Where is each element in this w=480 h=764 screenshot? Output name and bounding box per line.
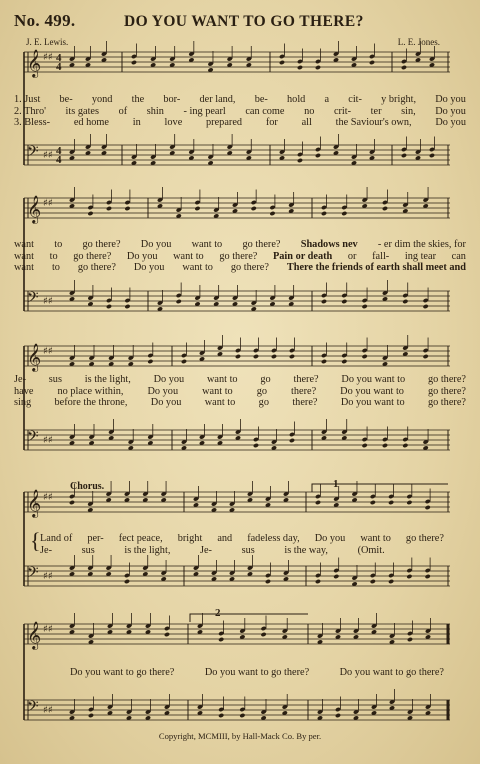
lyric-syllable: Do you [140,239,172,250]
notehead-icon [333,574,339,579]
lyric-syllable: 3. Bless- [14,117,51,129]
lyric-syllable: Do you [126,250,158,262]
lyric-syllable: There the friends of earth shall meet and [286,262,466,274]
notehead-icon [289,438,295,443]
notehead-icon [124,304,130,309]
lyric-syllable: before the throne, [54,397,128,409]
lyric-syllable: Shadows nev [300,239,358,250]
lyric-syllable: all [301,117,312,129]
lyric-syllable: Je- [199,544,212,556]
lyric-syllable: love [164,117,183,129]
notehead-icon [271,354,277,359]
notehead-icon [124,579,130,584]
notehead-icon [321,359,327,364]
notehead-icon [253,443,259,448]
lyric-syllable: there? [293,374,319,385]
lyric-syllable: ed home [73,117,109,129]
chorus-label: Chorus. [70,481,105,492]
lyric-syllable: want to [202,385,233,397]
lyric-syllable: its gates [65,105,100,117]
lyric-syllable: go there? [405,533,444,544]
lyric-syllable: Do you want to go there? [204,667,310,678]
key-signature-icon: ♯♯ [43,52,53,63]
lyric-syllable: be- [254,94,268,105]
bass-clef-icon: 𝄢 [27,564,39,585]
lyric-syllable: cit- [348,94,362,105]
notehead-icon [335,713,341,718]
notehead-icon [321,211,327,216]
lyric-syllable: have [14,385,34,397]
notehead-icon [362,354,368,359]
notehead-icon [239,713,245,718]
lyric-syllable: Land of [40,533,73,544]
lyric-syllable: ter [370,105,382,117]
notehead-icon [402,299,408,304]
lyric-brace: { [30,528,41,553]
refrain-line [70,667,444,679]
key-signature-icon: ♯♯ [43,198,53,209]
lyric-syllable: hold [287,94,306,105]
lyric-line-verse-1 [14,94,466,106]
lyric-syllable: Do you [435,117,466,129]
lyric-syllable: Do you [147,385,179,397]
lyric-syllable: go there? [242,239,281,250]
key-signature-icon: ♯♯ [43,492,53,503]
notehead-icon [88,713,94,718]
lyric-line-verse-3 [14,262,466,274]
lyric-line-verse-1 [14,374,466,386]
time-signature-icon: 4 [56,154,62,166]
notehead-icon [218,713,224,718]
lyric-syllable: Do you [435,105,466,117]
lyric-syllable: Pain or death [272,250,333,262]
verse-lyrics-system-2 [14,239,466,274]
lyric-syllable: is the light, [124,544,171,556]
lyric-syllable: in [132,117,141,129]
notehead-icon [251,206,257,211]
lyric-syllable: go there? [427,397,466,409]
lyric-syllable: - er dim the skies, for [377,239,466,250]
notehead-icon [382,443,388,448]
lyric-syllable: shin [146,105,164,117]
lyric-line-verse-3 [14,117,466,129]
lyric-syllable: Je- [14,374,27,385]
second-ending-bracket [190,614,308,622]
lyric-syllable: bor- [163,94,181,105]
notehead-icon [147,359,153,364]
lyric-syllable: Do you [314,533,346,544]
notehead-icon [87,211,93,216]
notehead-icon [388,500,394,505]
notehead-icon [69,500,75,505]
lyric-syllable: of [118,105,128,117]
lyric-syllable: want to [204,397,236,409]
lyric-syllable: (Omit. [357,544,385,556]
verse-lyrics-system-3 [14,374,466,409]
lyric-syllable: sin, [401,105,416,117]
lyric-syllable: Do you [133,262,165,274]
chorus-lyrics [40,533,444,556]
notehead-icon [401,65,407,70]
lyric-line-verse-2 [14,251,466,263]
bass-clef-icon: 𝄢 [27,698,39,719]
lyric-syllable: want to [206,374,238,385]
notehead-icon [265,579,271,584]
lyric-syllable: want [14,262,35,274]
lyric-syllable: for [265,117,278,129]
lyric-syllable: is the light, [84,374,131,385]
notehead-icon [401,153,407,158]
lyric-syllable: go there? [427,385,466,397]
notehead-icon [315,500,321,505]
notehead-icon [124,206,130,211]
notehead-icon [341,299,347,304]
lyric-syllable: Do you [150,397,182,409]
notehead-icon [425,505,431,510]
lyric-syllable: no [304,105,315,117]
lyric-syllable: 2. Thro' [14,105,46,117]
lyric-syllable: fall- [372,250,390,262]
lyric-syllable: go there? [82,239,121,250]
notehead-icon [321,299,327,304]
refrain-lyrics [70,667,444,679]
notehead-icon [341,359,347,364]
lyric-syllable: go [258,397,269,409]
lyric-syllable: sus [81,544,95,556]
hymn-title: DO YOU WANT TO GO THERE? [124,13,364,30]
time-signature-icon: 4 [56,145,62,157]
lyric-syllable: yond [91,94,113,105]
lyric-syllable: and [217,533,233,544]
lyric-syllable: Do you want to go there? [339,667,444,678]
key-signature-icon: ♯♯ [43,624,53,635]
lyric-syllable: no place within, [57,385,124,397]
lyricist-credit: J. E. Lewis. [26,37,69,47]
key-signature-icon: ♯♯ [43,150,53,161]
lyric-syllable: want to [173,250,204,262]
lyric-syllable: prepared [206,117,243,129]
lyric-syllable: there? [292,397,318,409]
lyric-syllable: or [347,250,357,262]
lyric-syllable: go [256,385,268,397]
lyric-syllable: the [131,94,145,105]
lyric-syllable: y bright, [381,94,417,105]
key-signature-icon: ♯♯ [43,705,53,716]
lyric-syllable: Do you want to go there? [70,667,175,678]
notehead-icon [297,65,303,70]
lyric-syllable: go there? [77,262,116,274]
time-signature-icon: 4 [56,61,62,73]
lyric-syllable: sus [241,544,255,556]
lyric-syllable: want [14,250,35,262]
lyric-syllable: Je- [40,544,53,556]
lyric-syllable: fect peace, [118,533,163,544]
notehead-icon [253,354,259,359]
hymn-number: No. 499. [14,11,76,30]
lyric-syllable: go [260,374,271,385]
notehead-icon [261,632,267,637]
lyric-line-verse-1 [14,239,466,251]
notehead-icon [362,443,368,448]
lyric-line-verse-2 [14,386,466,398]
lyric-syllable: Do you want to [340,385,404,397]
lyric-syllable: a [324,94,330,105]
lyric-syllable: fadeless day, [247,533,300,544]
treble-clef-icon: 𝄞 [27,489,42,517]
notehead-icon [164,632,170,637]
key-signature-icon: ♯♯ [43,571,53,582]
lyric-syllable: to [49,250,58,262]
lyric-syllable: want to [360,533,391,544]
notehead-icon [269,211,275,216]
notehead-icon [388,579,394,584]
copyright-notice: Copyright, MCMIII, by Hall-Mack Co. By per. [158,731,322,741]
bass-clef-icon: 𝄢 [27,143,39,164]
notehead-icon [235,354,241,359]
notehead-icon [218,637,224,642]
lyric-syllable: want to [191,239,223,250]
notehead-icon [406,574,412,579]
key-signature-icon: ♯♯ [43,296,53,307]
notehead-icon [406,500,412,505]
lyric-syllable: crit- [333,105,352,117]
chorus-line-1 [40,533,444,545]
lyric-syllable: want to [182,262,213,274]
key-signature-icon: ♯♯ [43,346,53,357]
notehead-icon [289,354,295,359]
notehead-icon [279,60,285,65]
notehead-icon [423,354,429,359]
lyric-syllable: Do you want to [341,374,406,385]
notehead-icon [176,299,182,304]
treble-clef-icon: 𝄞 [27,621,42,649]
lyric-syllable: Do you [153,374,185,385]
lyric-syllable: ing tear [404,250,437,262]
notehead-icon [425,574,431,579]
lyric-syllable: be- [59,94,73,105]
lyric-syllable: go there? [230,262,269,274]
notehead-icon [341,211,347,216]
lyric-syllable: sus [48,374,62,385]
notehead-icon [181,359,187,364]
lyric-syllable: go there? [219,250,258,262]
notehead-icon [131,60,137,65]
bass-clef-icon: 𝄢 [27,289,39,310]
notehead-icon [194,206,200,211]
lyric-syllable: Do you want to [340,397,405,409]
lyric-syllable: is the way, [284,544,328,556]
notehead-icon [370,500,376,505]
lyric-syllable: the Saviour's own, [335,117,412,129]
lyric-syllable: can [451,250,466,262]
notehead-icon [382,206,388,211]
treble-clef-icon: 𝄞 [27,343,42,371]
time-signature-icon: 4 [56,52,62,64]
lyric-syllable: sing [14,397,32,409]
notehead-icon [402,443,408,448]
lyric-syllable: can come [245,105,285,117]
second-ending-number: 2 [215,607,221,619]
lyric-syllable: bright [177,533,203,544]
lyric-syllable: - ing pearl [183,105,226,117]
notehead-icon [106,304,112,309]
treble-clef-icon: 𝄞 [27,49,42,77]
lyric-line-verse-2 [14,106,466,118]
key-signature-icon: ♯♯ [43,435,53,446]
lyric-syllable: to [54,239,63,250]
lyric-syllable: Do you [435,94,466,105]
bass-clef-icon: 𝄢 [27,428,39,449]
notehead-icon [315,65,321,70]
lyric-syllable: go there? [427,374,466,385]
lyric-syllable: per- [87,533,104,544]
chorus-line-2 [40,545,444,557]
lyric-syllable: to [51,262,60,274]
lyric-syllable: 1. Just [14,94,41,105]
notehead-icon [369,60,375,65]
notehead-icon [362,304,368,309]
treble-clef-icon: 𝄞 [27,195,42,223]
notehead-icon [423,304,429,309]
verse-lyrics-system-1 [14,94,466,129]
first-ending-number: 1 [333,478,339,490]
notehead-icon [297,158,303,163]
notehead-icon [315,579,321,584]
notehead-icon [429,153,435,158]
notehead-icon [106,206,112,211]
notehead-icon [370,579,376,584]
composer-credit: L. E. Jones. [397,37,440,47]
notehead-icon [315,153,321,158]
lyric-syllable: there? [291,385,317,397]
lyric-syllable: der land, [199,94,236,105]
lyric-line-verse-3 [14,397,466,409]
lyric-syllable: want [14,239,35,250]
notehead-icon [407,637,413,642]
lyric-syllable: go there? [73,250,112,262]
